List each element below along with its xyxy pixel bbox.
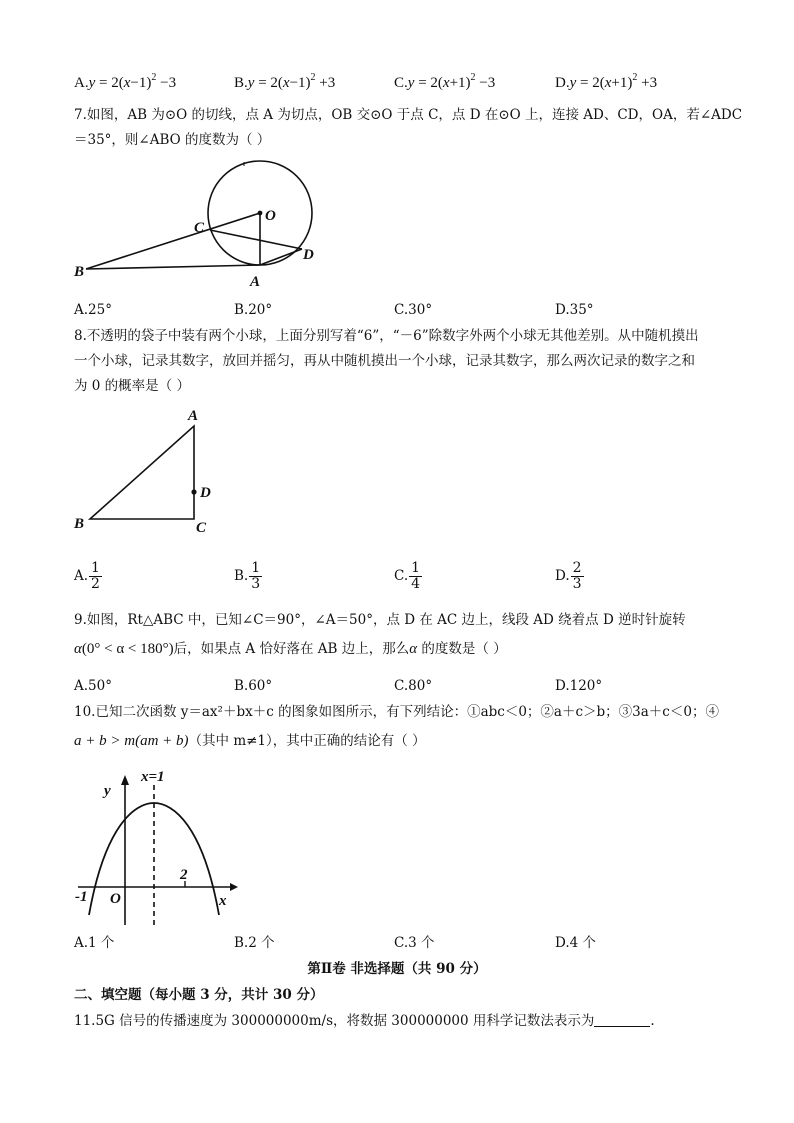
q7-circle-figure	[70, 158, 350, 293]
q9-option-b[interactable]: B.60°	[234, 678, 273, 694]
q7-stem-line2: ＝35°，则∠ABO 的度数为（ ）	[74, 132, 271, 148]
q8-label-d: D	[200, 485, 211, 501]
q10-option-d[interactable]: D.4 个	[555, 935, 597, 951]
q9-option-c[interactable]: C.80°	[394, 678, 433, 694]
q10-parabola-figure	[70, 765, 240, 935]
volume-title: 第Ⅱ卷 非选择题（共 90 分）	[307, 961, 487, 977]
q11-answer-blank[interactable]	[594, 1012, 650, 1027]
q8-label-a: A	[188, 408, 199, 424]
q8-stem-line3: 为 0 的概率是（ ）	[74, 378, 190, 394]
q7-label-o: O	[265, 208, 276, 224]
q8-options	[74, 556, 734, 596]
q7-center-point	[258, 211, 263, 216]
q7-stem-line1: 7.如图，AB 为⊙O 的切线，点 A 为切点，OB 交⊙O 于点 C，点 D 在⊙O 上，连接 AD、CD，OA，若∠ADC	[74, 107, 743, 123]
q8-triangle-figure	[70, 404, 230, 539]
q9-stem-line2: α(0° < α < 180°)后，如果点 A 恰好落在 AB 边上，那么α 的度数是（ ）	[74, 641, 507, 657]
q6-option-a[interactable]: $A.y = 2(x-1)^2 -3$	[74, 72, 177, 91]
q10-label-y: y	[104, 783, 111, 799]
q7-option-b[interactable]: B.20°	[234, 302, 273, 318]
q7-label-b: B	[74, 264, 85, 280]
q10-options	[74, 932, 734, 954]
q7-segment-ba	[86, 265, 260, 269]
q10-label-origin: O	[110, 891, 121, 907]
q7-segment-cd	[210, 230, 302, 249]
part-title: 二、填空题（每小题 3 分，共计 30 分）	[74, 987, 324, 1003]
q11-stem: 11.5G 信号的传播速度为 300000000m/s，将数据 300000000 用科学记数法表示为 .	[74, 1013, 655, 1029]
q8-fraction-b: $\frac{1}{3}$	[251, 560, 261, 592]
q8-stem-line2: 一个小球，记录其数字，放回并摇匀，再从中随机摸出一个小球，记录其数字，那么两次记录的数字之和	[74, 353, 695, 369]
q7-segment-ad	[260, 249, 302, 265]
q10-option-a[interactable]: A.1 个	[74, 935, 115, 951]
q10-option-b[interactable]: B.2 个	[234, 935, 275, 951]
q10-option-c[interactable]: C.3 个	[394, 935, 435, 951]
q9-option-a[interactable]: A.50°	[74, 678, 112, 694]
q7-segment-bo	[86, 213, 260, 269]
q8-option-b[interactable]: B. $\frac{1}{3}$	[234, 560, 261, 592]
q10-label-x: x	[219, 893, 227, 909]
q8-point-d	[191, 489, 196, 494]
q7-option-d[interactable]: D.35°	[555, 302, 594, 318]
q7-options	[74, 299, 734, 321]
q8-stem-line1: 8.不透明的袋子中装有两个小球，上面分别写着“6”，“－6”除数字外两个小球无其他差别。从中随机摸出	[74, 328, 699, 344]
q7-label-d: D	[303, 247, 314, 263]
q8-option-a[interactable]: A. $\frac{1}{2}$	[74, 560, 100, 592]
q7-label-a: A	[250, 274, 261, 290]
q9-option-d[interactable]: D.120°	[555, 678, 603, 694]
q9-options	[74, 675, 734, 697]
q10-label-axis: x=1	[141, 769, 165, 785]
q7-option-a[interactable]: A.25°	[74, 302, 112, 318]
q8-option-d[interactable]: D. $\frac{2}{3}$	[555, 560, 582, 592]
q7-label-c: C	[194, 220, 205, 236]
q8-label-c: C	[196, 520, 207, 536]
q6-option-d[interactable]: $D.y = 2(x+1)^2 +3$	[555, 72, 658, 91]
q10-stem-line1: 10.已知二次函数 y＝ax²＋bx＋c 的图象如图所示，有下列结论：①abc＜0；②a＋c＞b；③3a＋c＜0；④	[74, 704, 719, 720]
q8-fraction-c: $\frac{1}{4}$	[411, 560, 421, 592]
q7-option-c[interactable]: C.30°	[394, 302, 433, 318]
q8-triangle	[90, 426, 194, 519]
q6-options	[74, 72, 734, 94]
q6-option-c[interactable]: $C.y = 2(x+1)^2 -3$	[394, 72, 496, 91]
q8-label-b: B	[74, 516, 85, 532]
q10-x-arrow	[230, 883, 238, 891]
q8-fraction-a: $\frac{1}{2}$	[91, 560, 100, 592]
q10-y-arrow	[121, 775, 129, 785]
q10-label-neg1: -1	[75, 889, 88, 905]
q8-option-c[interactable]: C. $\frac{1}{4}$	[394, 560, 421, 592]
q10-label-2: 2	[180, 867, 188, 883]
q9-stem-line1: 9.如图，Rt△ABC 中，已知∠C＝90°，∠A＝50°，点 D 在 AC 边上，线段 AD 绕着点 D 逆时针旋转	[74, 612, 686, 628]
q10-stem-line2: a + b > m(am + b)（其中 m≠1），其中正确的结论有（ ）	[74, 733, 426, 749]
q6-option-b[interactable]: $B.y = 2(x-1)^2 +3$	[234, 72, 336, 91]
q8-fraction-d: $\frac{2}{3}$	[572, 560, 582, 592]
